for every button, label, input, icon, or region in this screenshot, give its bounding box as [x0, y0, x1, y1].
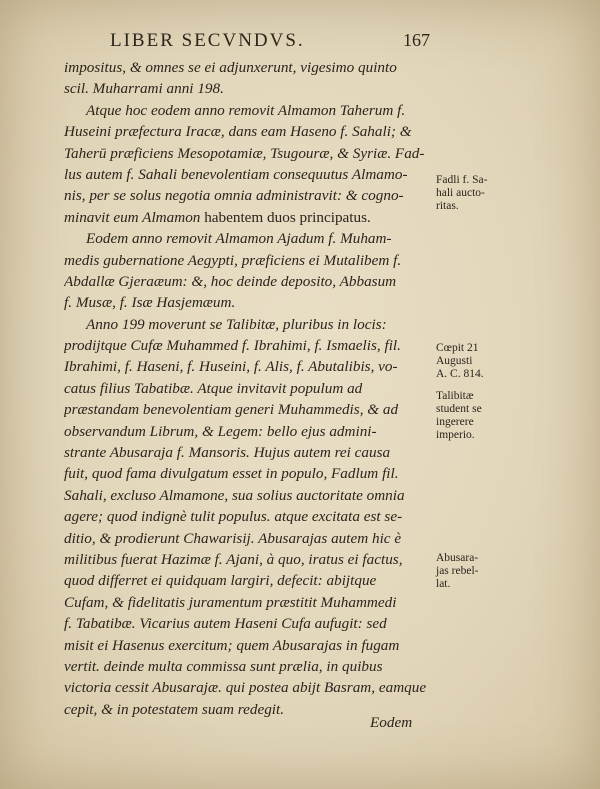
- main-text-block: [64, 57, 436, 720]
- text-line-roman-part: habentem duos principatus.: [204, 208, 371, 226]
- margin-note-line: hali aucto-: [436, 187, 485, 199]
- margin-note-talibitae: [436, 390, 526, 442]
- text-line: Ibrahimi, f. Haseni, f. Huseini, f. Alis, f. Abutalibis, vo-: [64, 358, 398, 376]
- text-line: medis gubernatione Aegypti, præficiens ei Mutalibem f.: [64, 251, 402, 269]
- margin-note-line: Augusti: [436, 355, 473, 367]
- margin-note-line: lat.: [436, 578, 451, 590]
- text-line: scil. Muharrami anni 198.: [64, 80, 224, 98]
- text-line: Atque hoc eodem anno removit Almamon Taherum f.: [86, 101, 406, 119]
- text-line: Abdallæ Gjeraæum: &, hoc deinde deposito, Abbasum: [64, 272, 397, 290]
- margin-note-line: jas rebel-: [436, 565, 479, 577]
- margin-note-line: Talibitæ: [436, 390, 474, 402]
- text-line: Taherū præficiens Mesopotamiæ, Tsugouræ, & Syriæ. Fad-: [64, 144, 425, 162]
- text-line: nis, per se solus negotia omnia administravit: & cogno-: [64, 187, 404, 205]
- text-line: præstandam benevolentiam generi Muhammedis, & ad: [64, 401, 399, 419]
- text-line: catus filius Tabatibæ. Atque invitavit populum ad: [64, 379, 363, 397]
- text-line: strante Abusaraja f. Mansoris. Hujus autem rei causa: [64, 444, 391, 462]
- catchword: Eodem: [370, 714, 413, 731]
- text-line: lus autem f. Sahali benevolentiam consequutus Almamo-: [64, 165, 408, 183]
- running-title: LIBER SECVNDVS.: [110, 30, 305, 51]
- text-line: misit ei Hasenus exercitum; quem Abusarajas in fugam: [64, 636, 400, 654]
- text-line: observandum Librum, & Legem: bello ejus admini-: [64, 422, 377, 440]
- margin-note-line: Abusara-: [436, 552, 479, 564]
- text-line: militibus fuerat Hazimæ f. Ajani, à quo, iratus ei factus,: [64, 550, 403, 568]
- text-line: f. Tabatibæ. Vicarius autem Haseni Cufa aufugit: sed: [64, 615, 387, 633]
- text-line: agere; quod indignè tulit populus. atque excitata est se-: [64, 508, 403, 526]
- margin-note-line: A. C. 814.: [436, 368, 484, 380]
- text-line: Sahali, excluso Almamone, sua solius auctoritate omnia: [64, 486, 405, 504]
- text-line: f. Musæ, f. Isæ Hasjemæum.: [64, 294, 236, 312]
- margin-note-fadli: [436, 174, 526, 213]
- margin-note-line: ingerere: [436, 416, 474, 428]
- margin-note-coepit: [436, 342, 526, 381]
- text-line: Anno 199 moverunt se Talibitæ, pluribus in locis:: [86, 315, 387, 333]
- text-line: Eodem anno removit Almamon Ajadum f. Muham-: [86, 230, 392, 248]
- margin-note-line: Cœpit 21: [436, 342, 479, 354]
- text-line: vertit. deinde multa commissa sunt prælia, in quibus: [64, 657, 383, 675]
- text-line: victoria cessit Abusarajæ. qui postea abijt Basram, eamque: [64, 679, 427, 697]
- text-line: ditio, & prodierunt Chawarisij. Abusarajas autem hic è: [64, 529, 402, 547]
- margin-note-line: Fadli f. Sa-: [436, 174, 488, 186]
- margin-note-abusarajas: [436, 552, 526, 591]
- text-line: prodijtque Cufæ Muhammed f. Ibrahimi, f. Ismaelis, fil.: [64, 337, 401, 355]
- text-line: Cufam, & fidelitatis juramentum præstitit Muhammedi: [64, 593, 397, 611]
- margin-note-line: student se: [436, 403, 482, 415]
- text-line: quod differret ei quidquam largiri, defecit: abijtque: [64, 572, 377, 590]
- text-line: cepit, & in potestatem suam redegit.: [64, 700, 285, 718]
- page-header: [0, 30, 600, 54]
- text-line: fuit, quod fama divulgatum esset in populo, Fadlum fil.: [64, 465, 399, 483]
- text-line: Huseini præfectura Iracæ, dans eam Haseno f. Sahali; &: [64, 123, 412, 141]
- page-number: 167: [403, 30, 430, 50]
- text-line: impositus, & omnes se ei adjunxerunt, vigesimo quinto: [64, 59, 397, 76]
- margin-note-line: imperio.: [436, 429, 475, 441]
- margin-note-line: ritas.: [436, 200, 459, 212]
- text-line: [64, 207, 436, 228]
- text-line-italic-part: minavit eum Almamon: [64, 208, 201, 226]
